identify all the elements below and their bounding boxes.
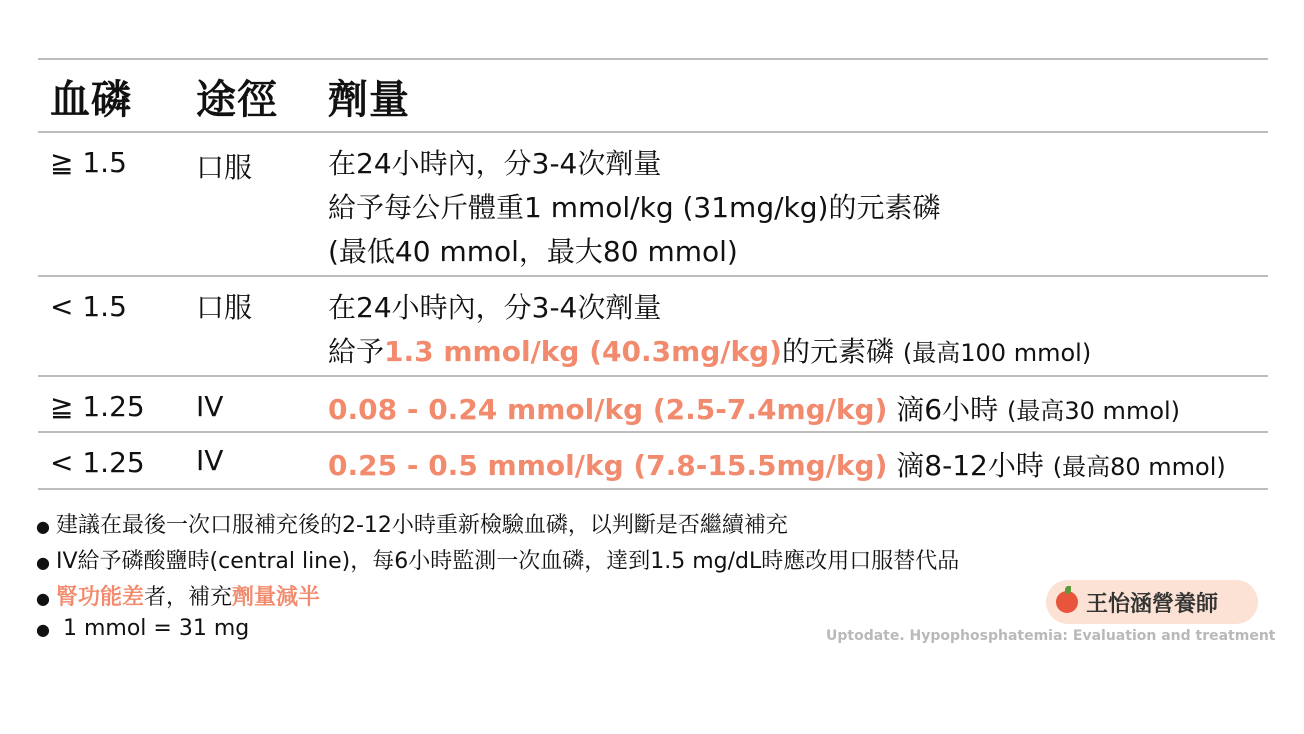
row2-dose-line1: 在24小時內，分3-4次劑量 <box>328 291 662 324</box>
brand-logo <box>1046 580 1258 624</box>
header-phosphate: 血磷 <box>50 77 132 123</box>
row3-dose-suffix: 滴6小時 <box>896 393 999 426</box>
brand-logo-text: 王怡涵營養師 <box>1086 591 1219 617</box>
table-header-rule <box>38 131 1268 133</box>
row2-level: < 1.5 <box>50 290 127 323</box>
bullet-icon: ● <box>36 516 50 536</box>
row4-route: IV <box>196 444 224 477</box>
table-bottom-rule <box>38 488 1268 490</box>
row4-dose <box>328 444 1226 484</box>
row1-dose-line3: (最低40 mmol，最大80 mmol) <box>328 235 738 268</box>
table-top-rule <box>38 58 1268 60</box>
note-iv-monitor: ● IV給予磷酸鹽時(central line)，每6小時監測一次血磷，達到1.5 mg/dL時應改用口服替代品 <box>36 549 960 574</box>
header-route: 途徑 <box>196 77 278 123</box>
bullet-icon: ● <box>36 619 50 639</box>
row2-dose-highlight: 1.3 mmol/kg (40.3mg/kg) <box>384 335 782 368</box>
row1-dose-line2: 給予每公斤體重1 mmol/kg (31mg/kg)的元素磷 <box>328 191 941 224</box>
row2-dose-note: (最高100 mmol) <box>902 339 1092 367</box>
row1-level: ≧ 1.5 <box>50 146 127 179</box>
row4-level: < 1.25 <box>50 446 145 479</box>
row4-dose-note: (最高80 mmol) <box>1052 453 1226 481</box>
note-renal: ● 腎功能差者，補充劑量減半 <box>36 585 321 610</box>
row4-dose-suffix: 滴8-12小時 <box>896 449 1044 482</box>
row3-dose <box>328 388 1180 428</box>
table-row-rule <box>38 275 1268 277</box>
table-row-rule <box>38 431 1268 433</box>
table-row-rule <box>38 375 1268 377</box>
header-dose: 劑量 <box>328 77 410 123</box>
source-citation: Uptodate. Hypophosphatemia: Evaluation and treatment <box>826 628 1276 644</box>
row3-dose-note: (最高30 mmol) <box>1007 397 1181 425</box>
row2-route: 口服 <box>196 291 253 324</box>
row2-dose-suffix: 的元素磷 <box>781 335 894 368</box>
bullet-icon: ● <box>36 552 50 572</box>
note-conversion: ● 1 mmol = 31 mg <box>36 616 250 641</box>
row3-dose-highlight: 0.08 - 0.24 mmol/kg (2.5-7.4mg/kg) <box>328 393 888 426</box>
row1-dose-line1: 在24小時內，分3-4次劑量 <box>328 147 662 180</box>
row3-route: IV <box>196 390 224 423</box>
bullet-icon: ● <box>36 588 50 608</box>
row4-dose-highlight: 0.25 - 0.5 mmol/kg (7.8-15.5mg/kg) <box>328 449 888 482</box>
row1-route: 口服 <box>196 151 253 184</box>
row2-dose-line2 <box>328 330 1091 370</box>
row2-dose-prefix: 給予 <box>328 335 385 368</box>
note-recheck: ● 建議在最後一次口服補充後的2-12小時重新檢驗血磷，以判斷是否繼續補充 <box>36 513 788 538</box>
row3-level: ≧ 1.25 <box>50 390 145 423</box>
apple-icon <box>1056 591 1078 613</box>
